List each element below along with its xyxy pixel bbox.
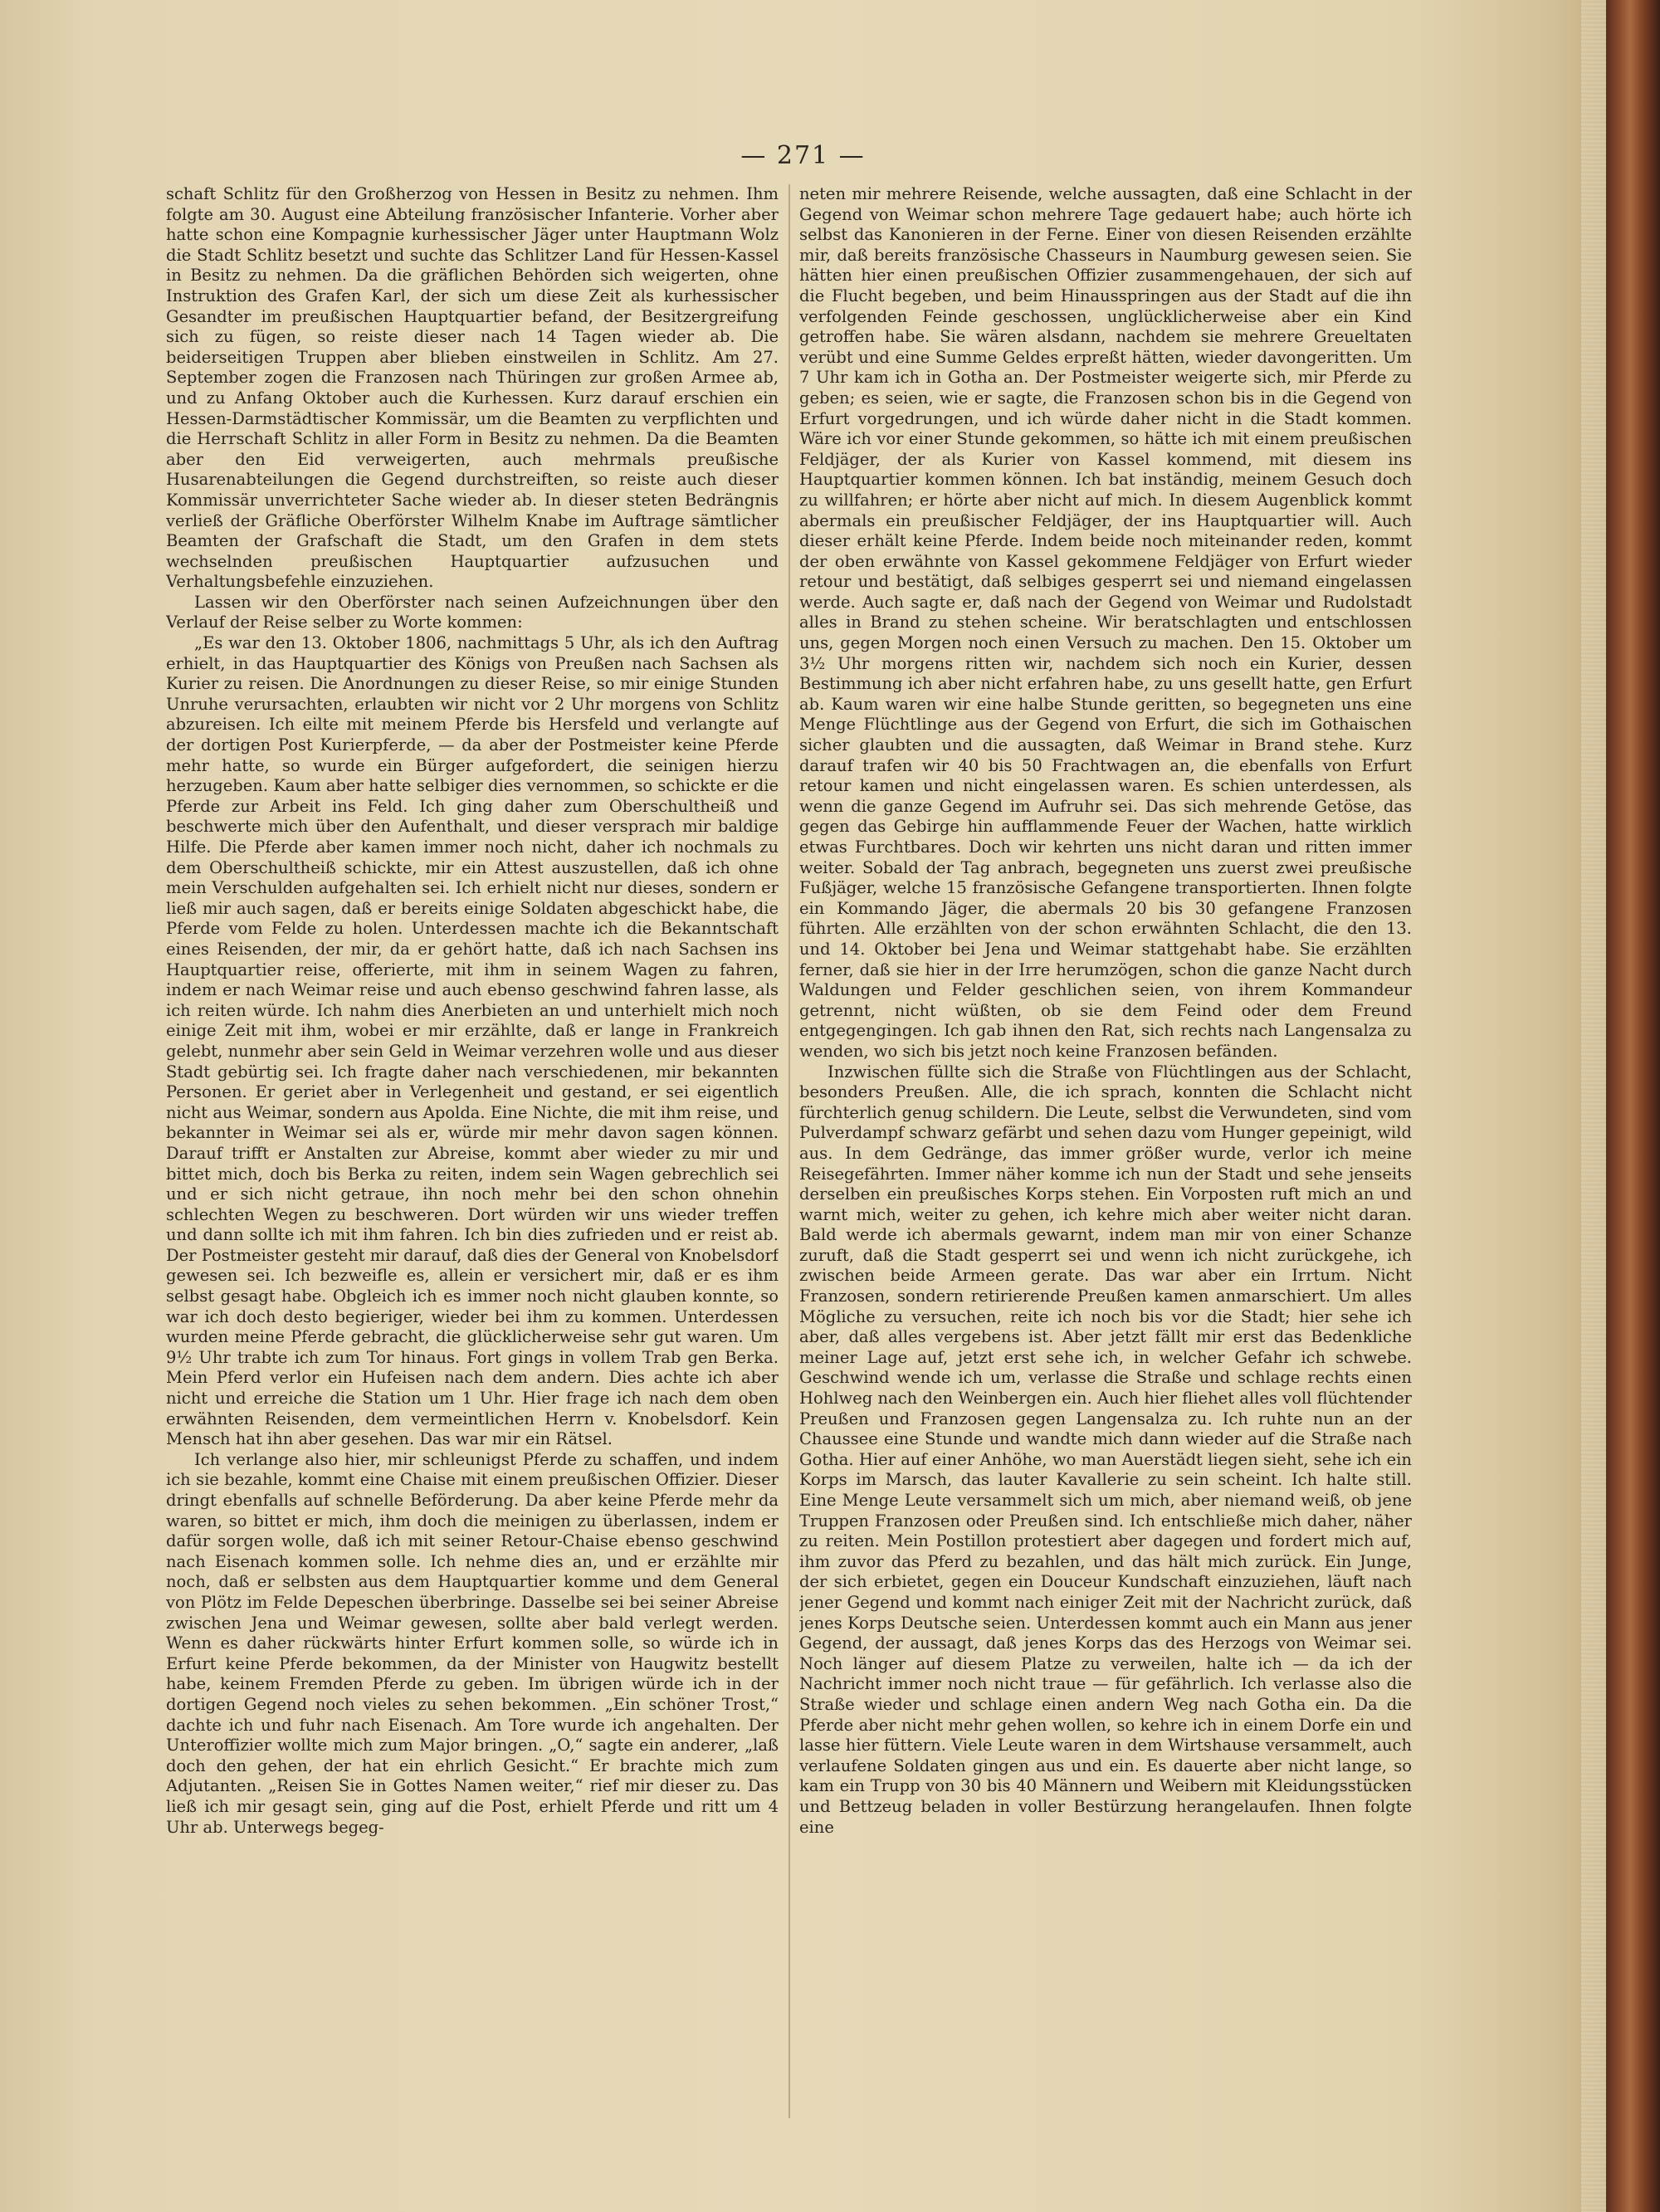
book-binding (1606, 0, 1660, 2212)
paragraph: Ich verlange also hier, mir schleunigst Pferde zu schaffen, und indem ich sie bezahle, kommt eine Chaise mit einem preußischen Offizier. Dieser dringt ebenfalls auf schnelle Beförderung. Da aber keine Pferde mehr da waren, so bittet er mich, ihm doch die meinigen zu überlassen, indem er dafür sorgen wolle, daß ich mit seiner Retour-Chaise ebenso geschwind nach Eisenach kommen solle. Ich nehme dies an, und er erzählte mir noch, daß er selbsten aus dem Hauptquartier komme und dem General von Plötz im Felde Depeschen überbringe. Dasselbe sei bei seiner Abreise zwischen Jena und Weimar gewesen, sollte aber bald verlegt werden. Wenn es daher rückwärts hinter Erfurt kommen solle, so würde ich in Erfurt keine Pferde bekommen, da der Minister von Haugwitz bestellt habe, keinem Fremden Pferde zu geben. Im übrigen würde ich in der dortigen Gegend noch vieles zu sehen bekommen. „Ein schöner Trost,“ dachte ich und fuhr nach Eisenach. Am Tore wurde ich angehalten. Der Unteroffizier wollte mich zum Major bringen. „O,“ sagte ein anderer, „laß doch den gehen, der hat ein ehrlich Gesicht.“ Er brachte mich zum Adjutanten. „Reisen Sie in Gottes Namen weiter,“ rief mir dieser zu. Das ließ ich mir gesagt sein, ging auf die Post, erhielt Pferde und ritt um 4 Uhr ab. Unterwegs begeg- (166, 1449, 779, 1837)
paragraph: Inzwischen füllte sich die Straße von Flüchtlingen aus der Schlacht, besonders Preußen. Alle, die ich sprach, konnten die Schlacht nicht fürchterlich genug schildern. Die Leute, selbst die Verwundeten, sind vom Pulverdampf schwarz gefärbt und sehen dazu vom Hunger gepeinigt, wild aus. In dem Gedränge, das immer größer wurde, verlor ich meine Reisegefährten. Immer näher komme ich nun der Stadt und sehe jenseits derselben ein preußisches Korps stehen. Ein Vorposten ruft mich an und warnt mich, weiter zu gehen, ich kehre mich aber weiter nicht daran. Bald werde ich abermals gewarnt, indem man mir von einer Schanze zuruft, daß die Stadt gesperrt sei und wenn ich nicht zurückgehe, ich zwischen beide Armeen gerate. Das war aber ein Irrtum. Nicht Franzosen, sondern retirierende Preußen kamen anmarschiert. Um alles Mögliche zu versuchen, reite ich noch bis vor die Stadt; hier sehe ich aber, daß alles vergebens ist. Aber jetzt fällt mir erst das Bedenkliche meiner Lage auf, jetzt erst sehe ich, in welcher Gefahr ich schwebe. Geschwind wende ich um, verlasse die Straße und schlage rechts einen Hohlweg nach den Weinbergen ein. Auch hier fliehet alles voll flüchtender Preußen und Franzosen gegen Langensalza zu. Ich ruhte nun an der Chaussee eine Stunde und wandte mich dann wieder auf die Straße nach Gotha. Hier auf einer Anhöhe, wo man Auerstädt liegen sieht, sehe ich ein Korps im Marsch, das lauter Kavallerie zu sein scheint. Ich halte still. Eine Menge Leute versammelt sich um mich, aber niemand weiß, ob jene Truppen Franzosen oder Preußen sind. Ich entschließe mich daher, näher zu reiten. Mein Postillon protestiert aber dagegen und fordert mich auf, ihm zuvor das Pferd zu bezahlen, und das hält mich zurück. Ein Junge, der sich erbietet, gegen ein Douceur Kundschaft einzuziehen, läuft nach jener Gegend und kommt nach einiger Zeit mit der Nachricht zurück, daß jenes Korps Deutsche seien. Unterdessen kommt auch ein Mann aus jener Gegend, der aussagt, daß jenes Korps das des Herzogs von Weimar sei. Noch länger auf diesem Platze zu verweilen, halte ich — da ich der Nachricht immer noch nicht traue — für gefährlich. Ich verlasse also die Straße wieder und schlage einen andern Weg nach Gotha ein. Da die Pferde aber nicht mehr gehen wollen, so kehre ich in einem Dorfe ein und lasse hier füttern. Viele Leute waren in dem Wirtshause versammelt, auch verlaufene Soldaten gingen aus und ein. Es dauerte aber nicht lange, so kam ein Trupp von 30 bis 40 Männern und Weibern mit Kleidungsstücken und Bettzeug beladen in voller Bestürzung herangelaufen. Ihnen folgte eine (799, 1062, 1412, 1837)
page-number: — 271 — (740, 141, 866, 170)
paragraph: neten mir mehrere Reisende, welche aussagten, daß eine Schlacht in der Gegend von Weimar schon mehrere Tage gedauert habe; auch hörte ich selbst das Kanonieren in der Ferne. Einer von diesen Reisenden erzählte mir, daß bereits französische Chasseurs in Naumburg gewesen seien. Sie hätten hier einen preußischen Offizier zusammengehauen, der sich auf die Flucht begeben, und beim Hinausspringen aus der Stadt auf die ihn verfolgenden Feinde geschossen, unglücklicherweise aber ein Kind getroffen habe. Sie wären alsdann, nachdem sie mehrere Greueltaten verübt und eine Summe Geldes erpreßt hätten, wieder davongeritten. Um 7 Uhr kam ich in Gotha an. Der Postmeister weigerte sich, mir Pferde zu geben; es seien, wie er sagte, die Franzosen schon bis in die Gegend von Erfurt vorgedrungen, und ich würde daher nicht in die Stadt kommen. Wäre ich vor einer Stunde gekommen, so hätte ich mit einem preußischen Feldjäger, der als Kurier von Kassel kommend, mit diesem ins Hauptquartier kommen können. Ich bat inständig, meinem Gesuch doch zu willfahren; er hörte aber nicht auf mich. In diesem Augenblick kommt abermals ein preußischer Feldjäger, der ins Hauptquartier will. Auch dieser erhält keine Pferde. Indem beide noch miteinander reden, kommt der oben erwähnte von Kassel gekommene Feldjäger von Erfurt wieder retour und bestätigt, daß selbiges gesperrt sei und niemand eingelassen werde. Auch sagte er, daß nach der Gegend von Weimar und Rudolstadt alles in Brand zu stehen scheine. Wir beratschlagten und entschlossen uns, gegen Morgen noch einen Versuch zu machen. Den 15. Oktober um 3½ Uhr morgens ritten wir, nachdem sich noch ein Kurier, dessen Bestimmung ich aber nicht erfahren habe, zu uns gesellt hatte, gen Erfurt ab. Kaum waren wir eine halbe Stunde geritten, so begegneten uns eine Menge Flüchtlinge aus der Gegend von Erfurt, die sich im Gothaischen sicher glaubten und die aussagten, daß Weimar in Brand stehe. Kurz darauf trafen wir 40 bis 50 Frachtwagen an, die ebenfalls von Erfurt retour kamen und nicht eingelassen waren. Es schien unterdessen, als wenn die ganze Gegend im Aufruhr sei. Das sich mehrende Getöse, das gegen das Gebirge hin aufflammende Feuer der Wachen, hatte wirklich etwas Furchtbares. Doch wir kehrten uns nicht daran und ritten immer weiter. Sobald der Tag anbrach, begegneten uns zuerst zwei preußische Fußjäger, welche 15 französische Gefangene transportierten. Ihnen folgte ein Kommando Jäger, die abermals 20 bis 30 gefangene Franzosen führten. Alle erzählten von der schon erwähnten Schlacht, die den 13. und 14. Oktober bei Jena und Weimar stattgehabt habe. Sie erzählten ferner, daß sie hier in der Irre herumzögen, schon die ganze Nacht durch Waldungen und Felder geschlichen seien, von ihrem Kommandeur getrennt, nicht wüßten, ob sie dem Feind oder dem Freund entgegengingen. Ich gab ihnen den Rat, sich rechts nach Langensalza zu wenden, wo sich bis jetzt noch keine Franzosen befänden. (799, 184, 1412, 1061)
page-edge (1581, 0, 1606, 2212)
paragraph: „Es war den 13. Oktober 1806, nachmittags 5 Uhr, als ich den Auftrag erhielt, in das Hauptquartier des Königs von Preußen nach Sachsen als Kurier zu reisen. Die Anordnungen zu dieser Reise, so mir einige Stunden Unruhe verursachten, erlaubten wir nicht vor 2 Uhr morgens von Schlitz abzureisen. Ich eilte mit meinem Pferde bis Hersfeld und verlangte auf der dortigen Post Kurierpferde, — da aber der Postmeister keine Pferde mehr hatte, so wurde ein Bürger aufgefordert, die seinigen hierzu herzugeben. Kaum aber hatte selbiger dies vernommen, so schickte er die Pferde zur Arbeit ins Feld. Ich ging daher zum Oberschultheiß und beschwerte mich über den Aufenthalt, und dieser versprach mir baldige Hilfe. Die Pferde aber kamen immer noch nicht, daher ich nochmals zu dem Oberschultheiß schickte, mir ein Attest auszustellen, daß ich ohne mein Verschulden aufgehalten sei. Ich erhielt nicht nur dieses, sondern er ließ mir auch sagen, daß er bereits einige Soldaten abgeschickt habe, die Pferde vom Felde zu holen. Unterdessen machte ich die Bekanntschaft eines Reisenden, der mir, da er gehört hatte, daß ich nach Sachsen ins Hauptquartier reise, offerierte, mit ihm in seinem Wagen zu fahren, indem er nach Weimar reise und auch ebenso geschwind fahren lasse, als ich reiten würde. Ich nahm dies Anerbieten an und unterhielt mich noch einige Zeit mit ihm, wobei er mir erzählte, daß er lange in Frankreich gelebt, nunmehr aber sein Geld in Weimar verzehren wolle und aus dieser Stadt gebürtig sei. Ich fragte daher nach verschiedenen, mir bekannten Personen. Er geriet aber in Verlegenheit und gestand, er sei eigentlich nicht aus Weimar, sondern aus Apolda. Eine Nichte, die mit ihm reise, und bekannter in Weimar sei als er, würde mir mehr davon sagen können. Darauf trifft er Anstalten zur Abreise, kommt aber wieder zu mir und bittet mich, doch bis Berka zu reiten, indem sein Wagen gebrechlich sei und er sich nicht getraue, ihn noch mehr bei den schon ohnehin schlechten Wegen zu beschweren. Dort würden wir uns wieder treffen und dann sollte ich mit ihm fahren. Ich bin dies zufrieden und er reist ab. Der Postmeister gesteht mir darauf, daß dies der General von Knobelsdorf gewesen sei. Ich bezweifle es, allein er versichert mir, daß er es ihm selbst gesagt habe. Obgleich ich es immer noch nicht glauben konnte, so war ich doch desto begieriger, wieder bei ihm zu kommen. Unterdessen wurden meine Pferde gebracht, die glücklicherweise sehr gut waren. Um 9½ Uhr trabte ich zum Tor hinaus. Fort gings in vollem Trab gen Berka. Mein Pferd verlor ein Hufeisen nach dem andern. Dies achte ich aber nicht und erreiche die Station um 1 Uhr. Hier frage ich nach dem oben erwähnten Reisenden, dem vermeintlichen Herrn v. Knobelsdorf. Kein Mensch hat ihn aber gesehen. Das war mir ein Rätsel. (166, 633, 779, 1449)
left-column (166, 184, 779, 2118)
right-column (799, 184, 1412, 2118)
column-divider (788, 184, 790, 2118)
paragraph: Lassen wir den Oberförster nach seinen Aufzeichnungen über den Verlauf der Reise selber zu Worte kommen: (166, 592, 779, 632)
paragraph: schaft Schlitz für den Großherzog von Hessen in Besitz zu nehmen. Ihm folgte am 30. August eine Abteilung französischer Infanterie. Vorher aber hatte schon eine Kompagnie kurhessischer Jäger unter Hauptmann Wolz die Stadt Schlitz besetzt und suchte das Schlitzer Land für Hessen-Kassel in Besitz zu nehmen. Da die gräflichen Behörden sich weigerten, ohne Instruktion des Grafen Karl, der sich um diese Zeit als kurhessischer Gesandter im preußischen Hauptquartier befand, der Besitzergreifung sich zu fügen, so reiste dieser nach 14 Tagen wieder ab. Die beiderseitigen Truppen aber blieben einstweilen in Schlitz. Am 27. September zogen die Franzosen nach Thüringen zur großen Armee ab, und zu Anfang Oktober auch die Kurhessen. Kurz darauf erschien ein Hessen-Darmstädtischer Kommissär, um die Beamten zu verpflichten und die Herrschaft Schlitz in aller Form in Besitz zu nehmen. Da die Beamten aber den Eid verweigerten, auch mehrmals preußische Husarenabteilungen die Gegend durchstreiften, so reiste auch dieser Kommissär unverrichteter Sache wieder ab. In dieser steten Bedrängnis verließ der Gräfliche Oberförster Wilhelm Knabe im Auftrage sämtlicher Beamten der Grafschaft die Stadt, um den Grafen in dem stets wechselnden preußischen Hauptquartier aufzusuchen und Verhaltungsbefehle einzuziehen. (166, 184, 779, 592)
